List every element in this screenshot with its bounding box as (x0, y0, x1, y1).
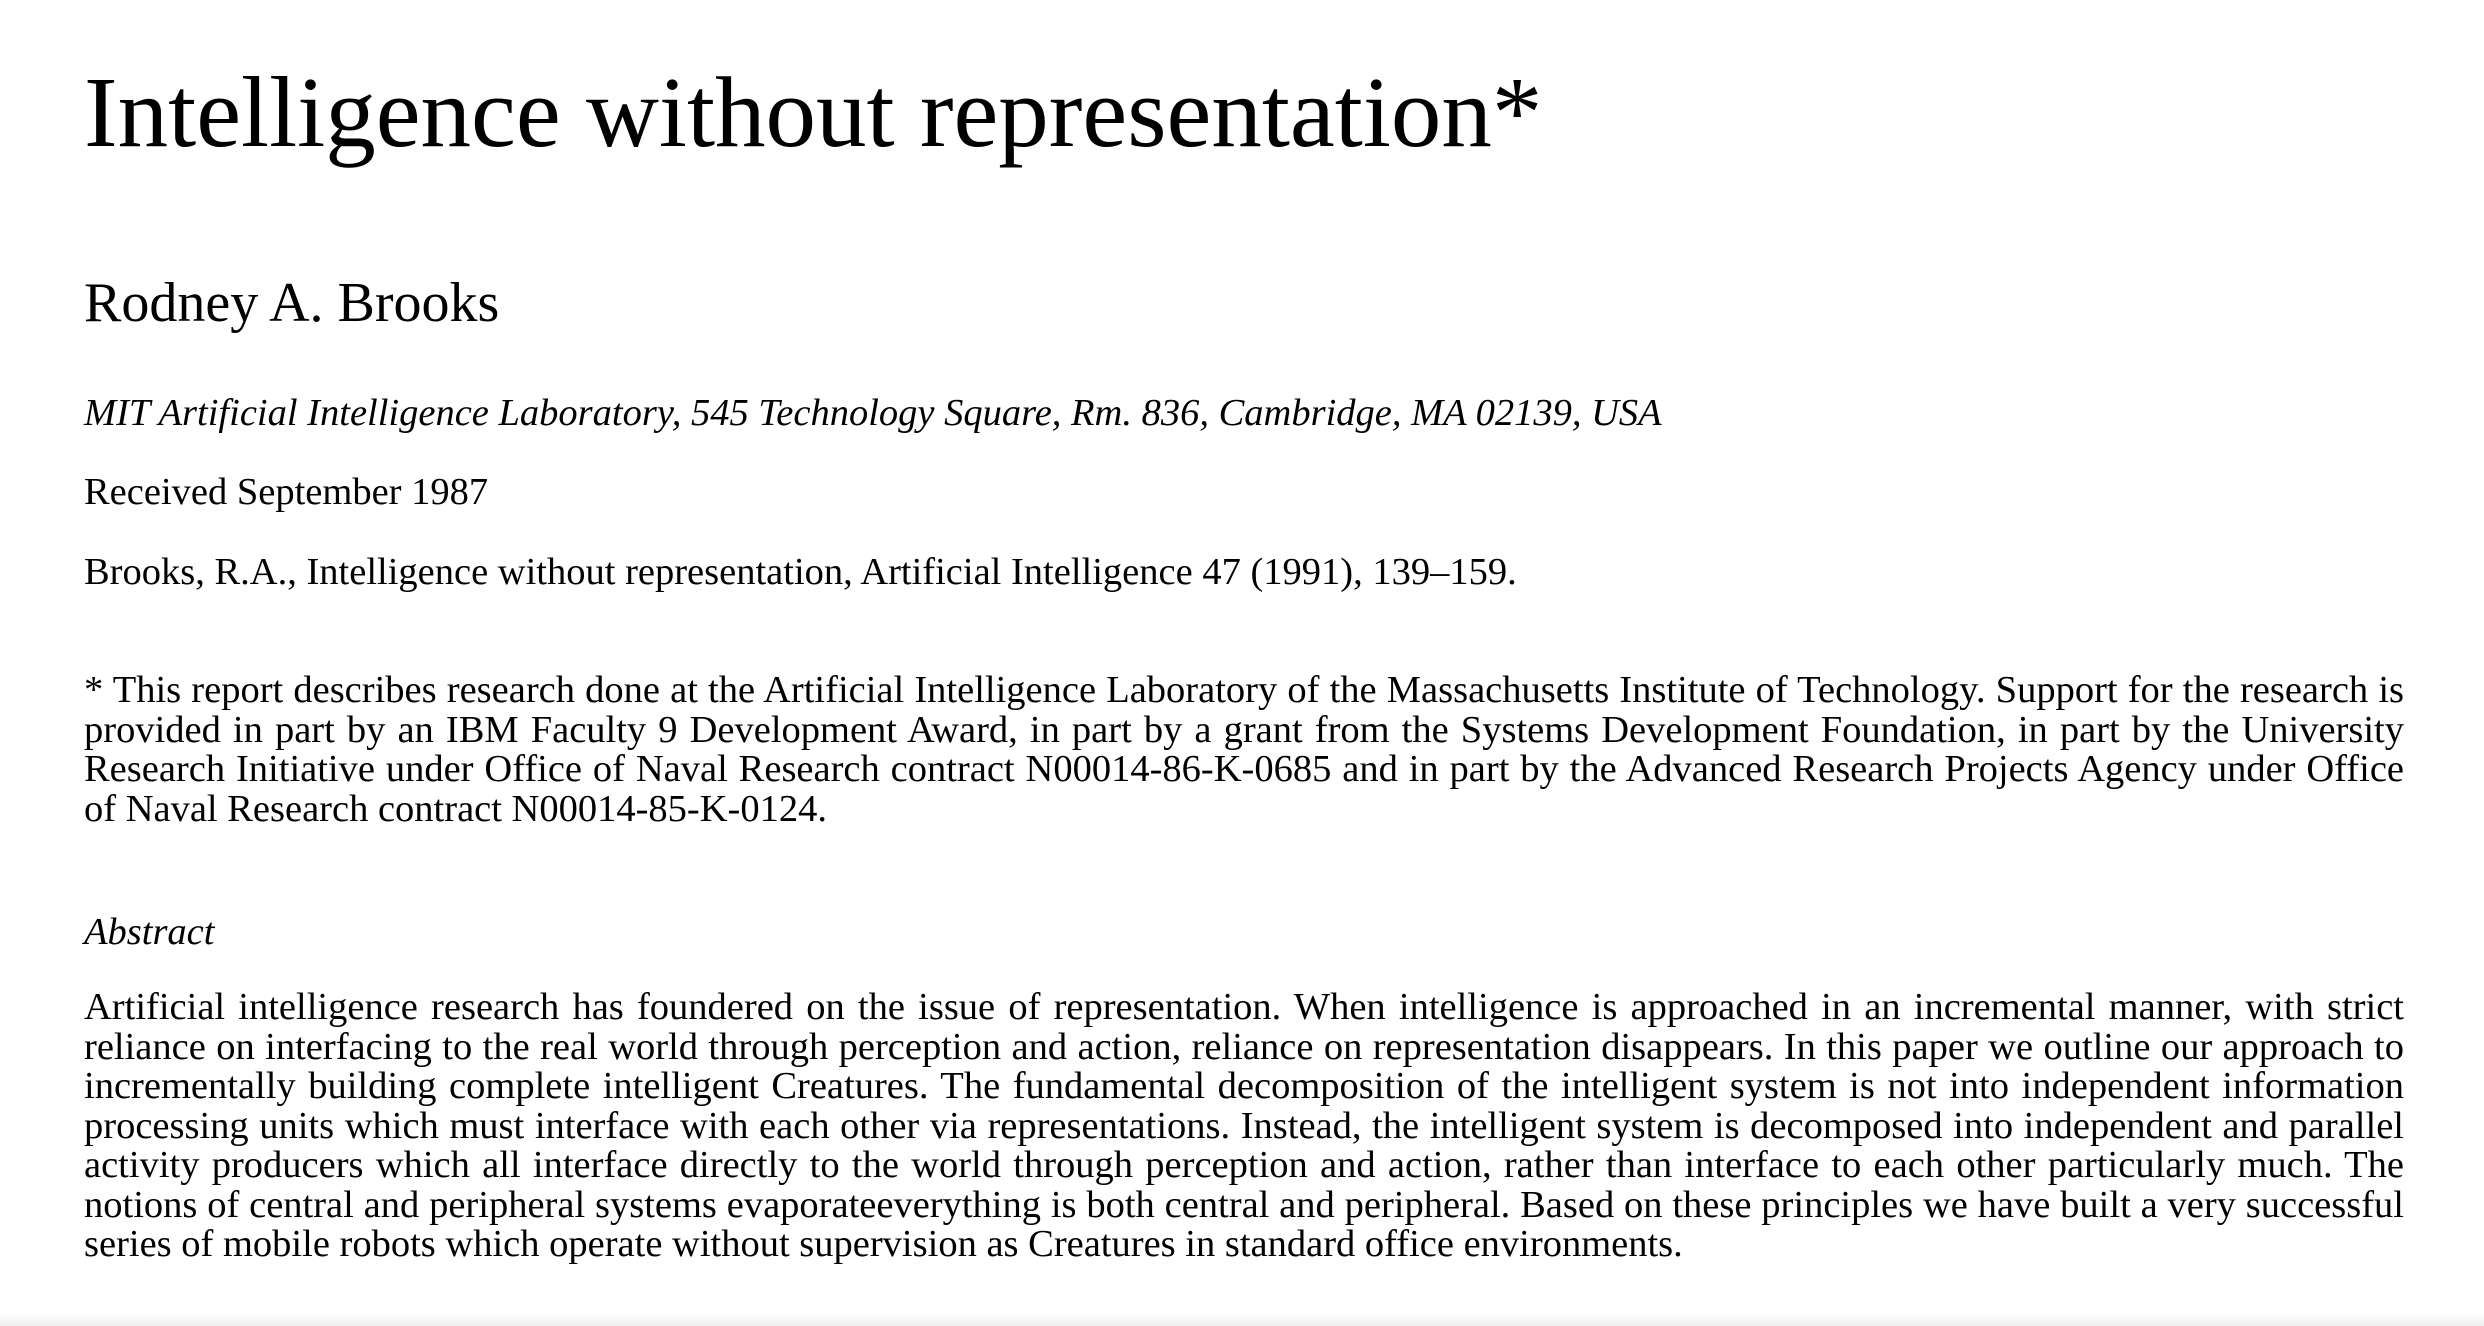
abstract-body: Artificial intelligence research has foundered on the issue of representation. When intelligence is approached in an incremental manner, with strict reliance on interfacing to the real world through perception and action, reliance on representation disappears. In this paper we outline our approach to incrementally building complete intelligent Creatures. The fundamental decomposition of the intelligent system is not into independent information processing units which must interface with each other via representations. Instead, the intelligent system is decomposed into independent and parallel activity producers which all interface directly to the world through perception and action, rather than interface to each other particularly much. The notions of central and peripheral systems evaporateeverything is both central and peripheral. Based on these principles we have built a very successful series of mobile robots which operate without supervision as Creatures in standard office environments. (84, 986, 2404, 1265)
author-name: Rodney A. Brooks (84, 272, 500, 334)
citation: Brooks, R.A., Intelligence without representation, Artificial Intelligence 47 (1991), 139–159. (84, 551, 1517, 593)
abstract-heading: Abstract (84, 911, 215, 953)
author-affiliation: MIT Artificial Intelligence Laboratory, 545 Technology Square, Rm. 836, Cambridge, MA 02139, USA (84, 392, 1662, 434)
paper-title: Intelligence without representation* (84, 56, 1543, 168)
received-date: Received September 1987 (84, 471, 489, 513)
funding-footnote: * This report describes research done at the Artificial Intelligence Laboratory of the Massachusetts Institute of Technology. Support for the research is provided in part by an IBM Faculty 9 Development Award, in part by a grant from the Systems Development Foundation, in part by the University Research Initiative under Office of Naval Research contract N00014-86-K-0685 and in part by the Advanced Research Projects Agency under Office of Naval Research contract N00014-85-K-0124. (84, 669, 2404, 830)
page-bottom-shadow (0, 1312, 2484, 1326)
